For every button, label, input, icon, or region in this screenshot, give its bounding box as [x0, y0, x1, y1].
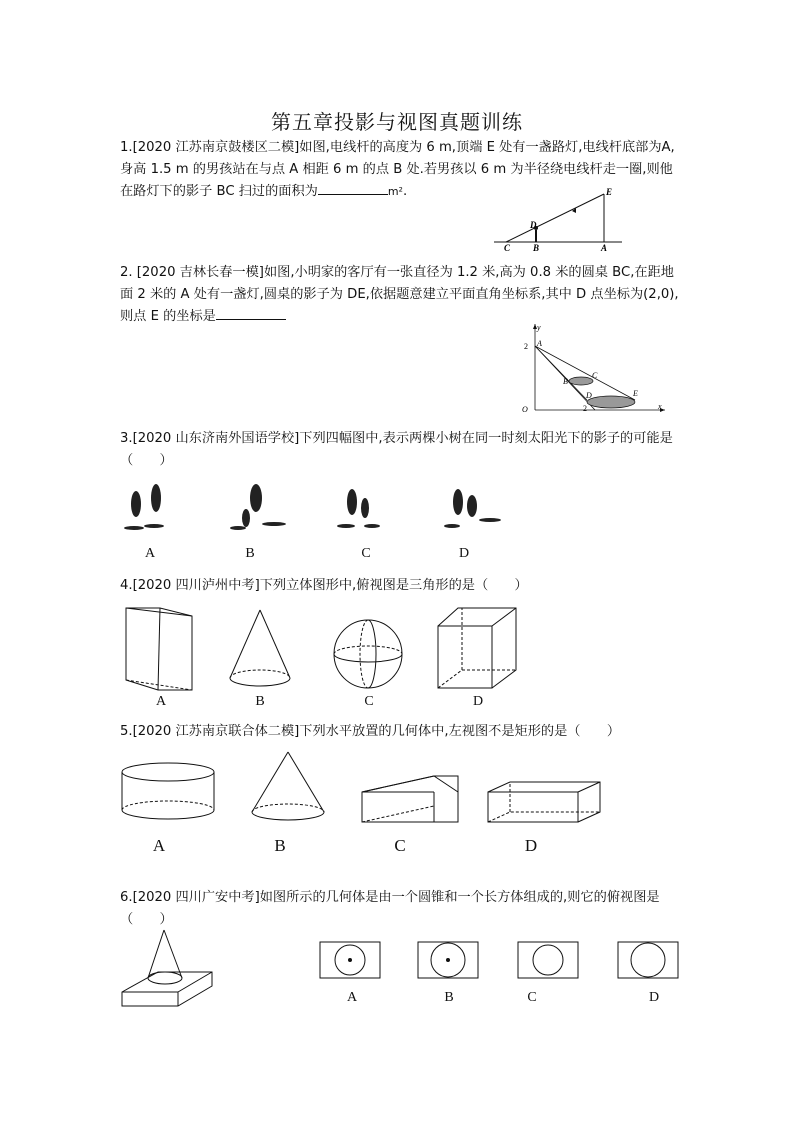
q2-label-E: E [633, 389, 638, 398]
unit: m² [387, 185, 403, 198]
q6-options-figure [316, 938, 684, 982]
question-6 [120, 887, 680, 931]
q3-option-B: B [245, 546, 255, 561]
q5-option-A: A [152, 836, 166, 855]
q2-figure [515, 320, 670, 416]
question-6-text: 6.[2020 四川广安中考]如图所示的几何体是由一个圆锥和一个长方体组成的,则它的俯视图是（ ） [120, 890, 660, 927]
q4-option-C: C [364, 694, 374, 709]
q1-label-D: D [530, 220, 537, 230]
q5-solids-figure [118, 748, 608, 828]
q4-solids-figure [118, 602, 528, 694]
question-3 [120, 428, 680, 472]
q2-label-2x: 2 [583, 404, 587, 413]
q2-label-C: C [592, 371, 598, 380]
q5-option-B: B [274, 836, 286, 855]
q2-label-y: y [537, 323, 541, 332]
question-2 [120, 262, 680, 328]
question-1-text: 1.[2020 江苏南京鼓楼区二模]如图,电线杆的高度为 6 m,顶端 E 处有一盏路灯,电线杆底部为A,身高 1.5 m 的男孩站在与点 A 相距 6 m 的点 B 处.若男孩以 6 m 为半径绕电线杆走一圈,则他在路灯下的影子 BC 扫过的面积为 [120, 140, 675, 199]
q2-label-2y: 2 [524, 342, 528, 351]
q6-option-C: C [527, 990, 537, 1005]
q4-option-B: B [255, 694, 265, 709]
q4-option-A: A [155, 694, 167, 709]
page-title: 第五章投影与视图真题训练 [271, 110, 523, 134]
q5-option-D: D [524, 836, 538, 855]
q3-option-A: A [144, 546, 156, 561]
q1-label-B: B [533, 243, 540, 252]
q1-label-E: E [606, 187, 613, 197]
answer-blank [216, 306, 286, 320]
q3-option-C: C [361, 546, 371, 561]
question-4 [120, 575, 680, 597]
q2-label-D: D [586, 391, 592, 400]
q2-label-A: A [537, 339, 542, 348]
question-1: 1.[2020 江苏南京鼓楼区二模]如图,电线杆的高度为 6 m,顶端 E 处有一盏路灯,电线杆底部为A,身高 1.5 m 的男孩站在与点 A 相距 6 m 的点 B 处.若男孩以 6 m 为半径绕电线杆走一圈,则他在路灯下的影子 BC 扫过的面积为 m². [120, 140, 675, 199]
q3-trees-figure [122, 482, 512, 534]
q2-label-O: O [522, 405, 528, 414]
q5-option-C: C [394, 836, 406, 855]
question-3-text: 3.[2020 山东济南外国语学校]下列四幅图中,表示两棵小树在同一时刻太阳光下的影子的可能是（ ） [120, 431, 673, 468]
q2-label-x: x [658, 402, 662, 411]
q6-option-B: B [444, 990, 454, 1005]
q1-label-A: A [601, 243, 608, 252]
q3-option-D: D [458, 546, 470, 561]
answer-blank [318, 181, 388, 195]
q1-label-C: C [504, 243, 511, 252]
q6-option-D: D [648, 990, 660, 1005]
question-2-text: 2. [2020 吉林长春一模]如图,小明家的客厅有一张直径为 1.2 米,高为 0.8 米的圆桌 BC,在距地面 2 米的 A 处有一盏灯,圆桌的影子为 DE,依据题意建立平面直角坐标系,其中 D 点坐标为(2,0),则点 E 的坐标是 [120, 265, 679, 324]
q4-option-D: D [472, 694, 484, 709]
question-5 [120, 721, 680, 743]
question-5-text: 5.[2020 江苏南京联合体二模]下列水平放置的几何体中,左视图不是矩形的是（ ） [120, 724, 621, 739]
q6-solid-figure [118, 926, 218, 1008]
q1-figure [490, 186, 630, 252]
q2-label-B: B [563, 377, 568, 386]
question-4-text: 4.[2020 四川泸州中考]下列立体图形中,俯视图是三角形的是（ ） [120, 578, 528, 593]
q6-option-A: A [346, 990, 358, 1005]
